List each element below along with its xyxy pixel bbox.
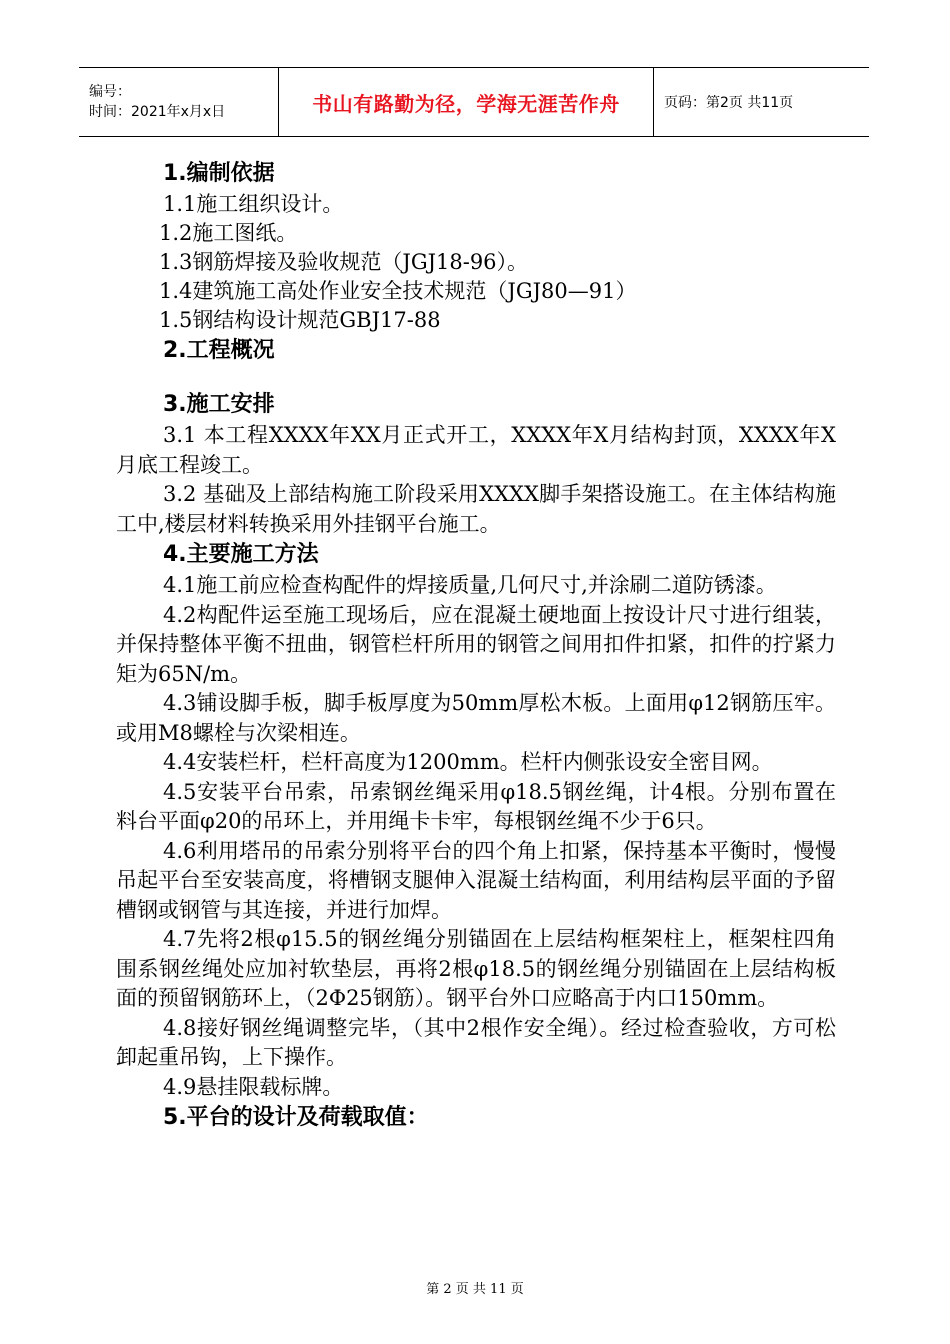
basis-item: 1.2施工图纸。 bbox=[159, 221, 298, 245]
header-meta bbox=[79, 68, 279, 136]
section-heading-3: 3.施工安排 bbox=[163, 392, 275, 417]
basis-item: 1.1施工组织设计。 bbox=[163, 192, 344, 216]
document-number-label: 编号： bbox=[89, 84, 131, 100]
header-page-number: 页码：第2页 共11页 bbox=[664, 95, 794, 111]
document-body bbox=[116, 158, 836, 1134]
paragraph: 3.2 基础及上部结构施工阶段采用XXXX脚手架搭设施工。在主体结构施工中,楼层材料转换采用外挂钢平台施工。 bbox=[116, 482, 836, 536]
basis-item: 1.4建筑施工高处作业安全技术规范（JGJ80—91） bbox=[159, 279, 637, 303]
section-heading-5: 5.平台的设计及荷载取值： bbox=[163, 1105, 429, 1130]
page-header bbox=[79, 67, 869, 137]
paragraph: 4.5安装平台吊索，吊索钢丝绳采用φ18.5钢丝绳，计4根。分别布置在料台平面φ20的吊环上，并用绳卡卡牢，每根钢丝绳不少于6只。 bbox=[116, 779, 836, 833]
blank-overview bbox=[116, 367, 836, 389]
section-heading-1: 1.编制依据 bbox=[163, 161, 275, 186]
paragraph: 4.2构配件运至施工现场后，应在混凝土硬地面上按设计尺寸进行组装，并保持整体平衡不扭曲，钢管栏杆所用的钢管之间用扣件扣紧，扣件的拧紧力矩为65N/m。 bbox=[116, 602, 836, 686]
paragraph: 4.8接好钢丝绳调整完毕，（其中2根作安全绳）。经过检查验收，方可松卸起重吊钩，上下操作。 bbox=[116, 1015, 836, 1069]
paragraph: 4.4安装栏杆，栏杆高度为1200mm。栏杆内侧张设安全密目网。 bbox=[163, 750, 773, 774]
paragraph: 4.6利用塔吊的吊索分别将平台的四个角上扣紧，保持基本平衡时，慢慢吊起平台至安装高度，将槽钢支腿伸入混凝土结构面，利用结构层平面的予留槽钢或钢管与其连接，并进行加焊。 bbox=[116, 838, 836, 922]
paragraph: 4.1施工前应检查构配件的焊接质量,几何尺寸,并涂刷二道防锈漆。 bbox=[163, 573, 777, 597]
paragraph: 3.1 本工程XXXX年XX月正式开工，XXXX年X月结构封顶，XXXX年X月底工程竣工。 bbox=[116, 423, 836, 477]
paragraph: 4.7先将2根φ15.5的钢丝绳分别锚固在上层结构框架柱上，框架柱四角围系钢丝绳处应加衬软垫层，再将2根φ18.5的钢丝绳分别锚固在上层结构板面的预留钢筋环上，（2Φ25钢筋）。钢平台外口应略高于内口150mm。 bbox=[116, 927, 836, 1010]
section-heading-2: 2.工程概况 bbox=[163, 338, 275, 363]
page-footer: 第 2 页 共 11 页 bbox=[426, 1282, 524, 1297]
paragraph: 4.9悬挂限载标牌。 bbox=[163, 1074, 344, 1099]
section-heading-4: 4.主要施工方法 bbox=[163, 542, 319, 567]
basis-item: 1.5钢结构设计规范GBJ17-88 bbox=[159, 308, 441, 332]
document-time-label: 时间：2021年x月x日 bbox=[89, 104, 226, 120]
basis-item: 1.3钢筋焊接及验收规范（JGJ18-96）。 bbox=[159, 250, 529, 274]
header-motto: 书山有路勤为径，学海无涯苦作舟 bbox=[279, 68, 654, 136]
paragraph: 4.3铺设脚手板，脚手板厚度为50mm厚松木板。上面用φ12钢筋压牢。或用M8螺栓与次梁相连。 bbox=[116, 691, 836, 745]
